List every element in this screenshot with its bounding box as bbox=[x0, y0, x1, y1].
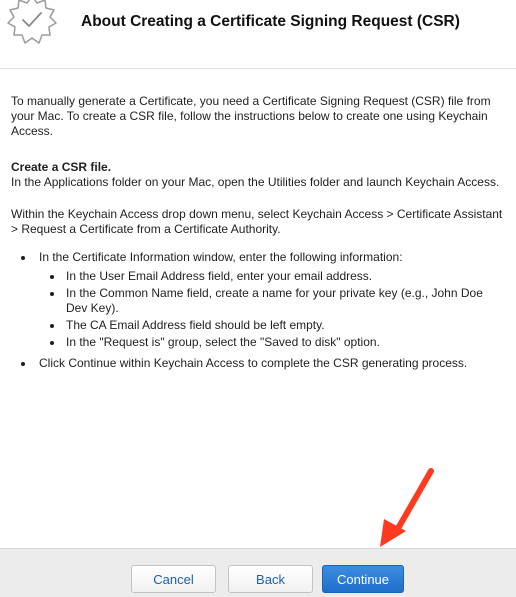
list-item-text: Click Continue within Keychain Access to complete the CSR generating process. bbox=[39, 356, 468, 370]
list-item bbox=[11, 250, 507, 350]
list-item-text: In the Certificate Information window, enter the following information: bbox=[39, 250, 403, 264]
list-item bbox=[11, 356, 507, 371]
list-item: In the User Email Address field, enter your email address. bbox=[39, 269, 496, 284]
steps-list bbox=[11, 250, 507, 371]
button-bar bbox=[0, 548, 516, 597]
instructions-content bbox=[11, 94, 507, 377]
list-item: In the Common Name field, create a name for your private key (e.g., John Doe Dev Key). bbox=[39, 286, 496, 316]
cancel-button[interactable]: Cancel bbox=[131, 565, 216, 593]
sub-list bbox=[39, 269, 507, 350]
page-title: About Creating a Certificate Signing Request (CSR) bbox=[81, 13, 460, 30]
back-button[interactable]: Back bbox=[228, 565, 313, 593]
certificate-badge-icon bbox=[6, 0, 58, 46]
instruction-paragraph: In the Applications folder on your Mac, open the Utilities folder and launch Keychain Access. bbox=[11, 175, 500, 189]
continue-button[interactable]: Continue bbox=[322, 565, 404, 593]
list-item: The CA Email Address field should be left empty. bbox=[39, 318, 496, 333]
intro-text: To manually generate a Certificate, you need a Certificate Signing Request (CSR) file from your Mac. To create a CSR file, follow the instructions below to create one using Keychain Access. bbox=[11, 94, 491, 138]
page-header bbox=[0, 0, 516, 69]
list-item: In the "Request is" group, select the "Saved to disk" option. bbox=[39, 335, 496, 350]
instruction-paragraph: Within the Keychain Access drop down menu, select Keychain Access > Certificate Assistant > Request a Certificate from a Certificate Authority. bbox=[11, 207, 503, 236]
section-title: Create a CSR file. bbox=[11, 160, 112, 174]
